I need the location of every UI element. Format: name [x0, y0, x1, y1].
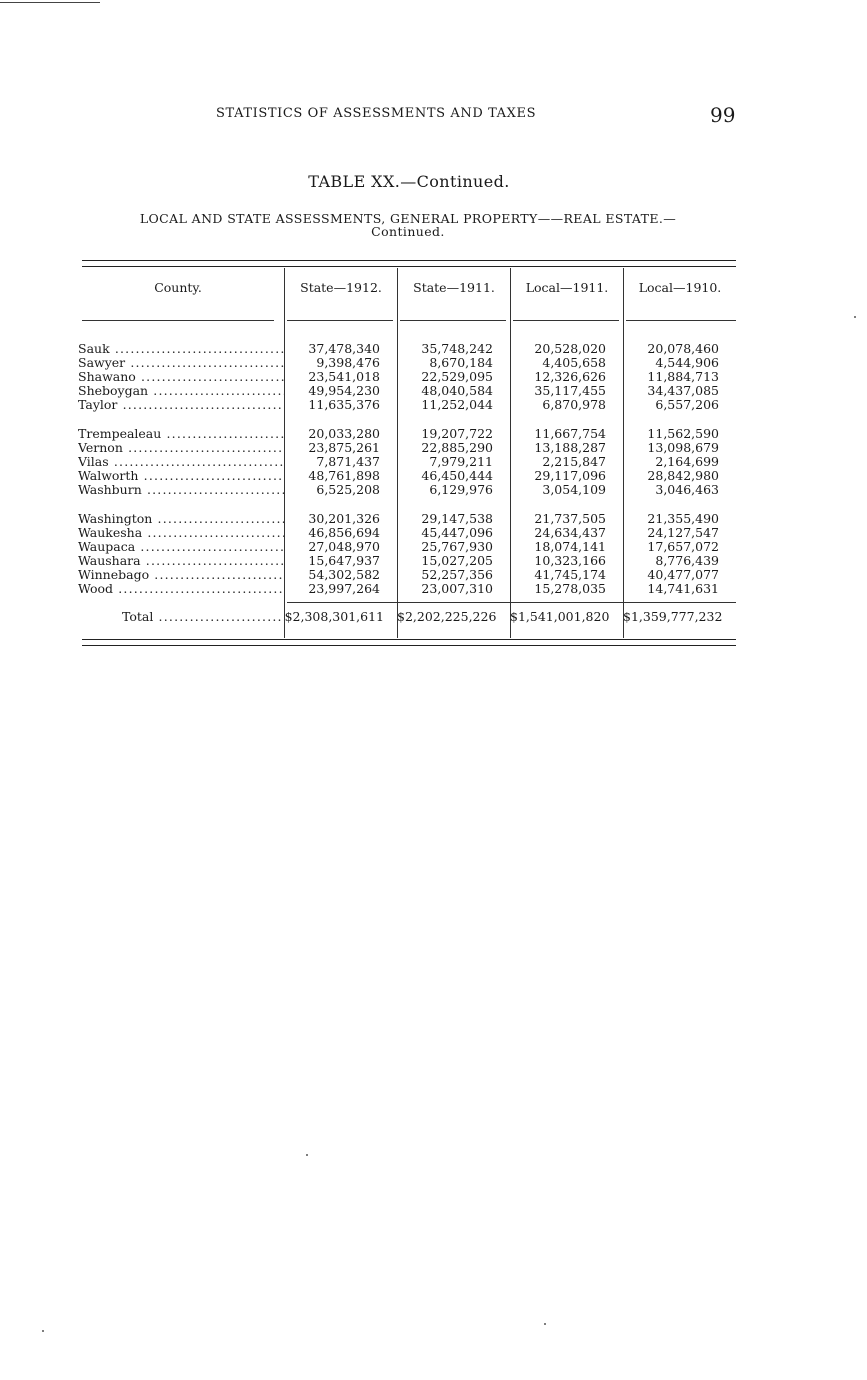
value-local-1911: 21,737,505 — [534, 511, 606, 526]
table-bottom-rule — [82, 639, 736, 646]
value-state-1911: 48,040,584 — [421, 383, 493, 398]
table-row — [78, 525, 736, 540]
value-local-1911: 13,188,287 — [534, 440, 606, 455]
value-state-1911: 15,027,205 — [421, 553, 493, 568]
total-label: Total ..... — [122, 610, 284, 624]
print-speck — [42, 1330, 44, 1332]
value-local-1910: 20,078,460 — [647, 341, 719, 356]
value-state-1911: 19,207,722 — [421, 426, 493, 441]
table-subtitle-line-2: Continued. — [371, 224, 445, 239]
value-local-1910: 4,544,906 — [655, 355, 719, 370]
value-local-1911: 12,326,626 — [534, 369, 606, 384]
value-state-1911: 45,447,096 — [421, 525, 493, 540]
value-state-1911: 8,670,184 — [429, 355, 493, 370]
table-row — [78, 567, 736, 582]
running-head — [0, 103, 867, 130]
county-name: Taylor ..... — [78, 398, 284, 412]
column-header-county: County. — [154, 280, 202, 295]
county-name: Waukesha ..... — [78, 526, 284, 540]
county-name: Vernon ..... — [78, 441, 284, 455]
value-local-1911: 35,117,455 — [534, 383, 606, 398]
column-header-local-1911: Local—1911. — [525, 280, 609, 295]
county-name: Wood ..... — [78, 582, 284, 596]
total-local-1910: $1,359,777,232 — [623, 609, 723, 624]
value-local-1911: 6,870,978 — [542, 397, 606, 412]
running-title: STATISTICS OF ASSESSMENTS AND TAXES — [216, 106, 537, 121]
value-local-1910: 17,657,072 — [647, 539, 719, 554]
value-state-1912: 23,997,264 — [308, 581, 380, 596]
table-row — [78, 341, 736, 356]
value-state-1912: 11,635,376 — [308, 397, 380, 412]
value-state-1912: 27,048,970 — [308, 539, 380, 554]
value-state-1912: 49,954,230 — [308, 383, 380, 398]
total-local-1911: $1,541,001,820 — [510, 609, 610, 624]
county-name: Trempealeau ..... — [78, 427, 284, 441]
table-row — [78, 511, 736, 526]
county-name: Sawyer ..... — [78, 356, 284, 370]
table-row — [78, 482, 736, 497]
value-state-1911: 6,129,976 — [429, 482, 493, 497]
county-name: Waushara ..... — [78, 554, 284, 568]
value-state-1912: 48,761,898 — [308, 468, 380, 483]
value-state-1912: 20,033,280 — [308, 426, 380, 441]
value-local-1910: 2,164,699 — [655, 454, 719, 469]
total-rule — [287, 602, 736, 603]
value-local-1911: 18,074,141 — [534, 539, 606, 554]
value-state-1911: 52,257,356 — [421, 567, 493, 582]
value-state-1911: 22,529,095 — [421, 369, 493, 384]
value-state-1911: 29,147,538 — [421, 511, 493, 526]
value-local-1910: 11,884,713 — [647, 369, 719, 384]
county-name: Washburn ..... — [78, 483, 284, 497]
county-name: Shawano ..... — [78, 370, 284, 384]
table-row — [78, 454, 736, 469]
value-state-1912: 23,541,018 — [308, 369, 380, 384]
county-name: Sheboygan ..... — [78, 384, 284, 398]
page-number: 99 — [710, 103, 736, 127]
total-row — [82, 610, 736, 624]
county-name: Sauk ..... — [78, 342, 284, 356]
value-local-1910: 14,741,631 — [647, 581, 719, 596]
value-state-1911: 35,748,242 — [421, 341, 493, 356]
value-state-1911: 22,885,290 — [421, 440, 493, 455]
value-local-1911: 24,634,437 — [534, 525, 606, 540]
county-name: Waupaca ..... — [78, 540, 284, 554]
column-header-state-1912: State—1912. — [300, 280, 382, 295]
print-speck — [306, 1154, 308, 1156]
county-name: Winnebago ..... — [78, 568, 284, 582]
value-local-1910: 21,355,490 — [647, 511, 719, 526]
header-rule — [82, 320, 274, 321]
value-state-1912: 46,856,694 — [308, 525, 380, 540]
value-state-1912: 9,398,476 — [316, 355, 380, 370]
total-state-1912: $2,308,301,611 — [284, 609, 384, 624]
county-name: Washington ..... — [78, 512, 284, 526]
value-state-1912: 6,525,208 — [316, 482, 380, 497]
value-state-1912: 30,201,326 — [308, 511, 380, 526]
header-rule — [513, 320, 619, 321]
value-local-1910: 40,477,077 — [647, 567, 719, 582]
column-header-local-1910: Local—1910. — [638, 280, 722, 295]
value-state-1912: 23,875,261 — [308, 440, 380, 455]
table-row — [78, 440, 736, 455]
value-state-1912: 54,302,582 — [308, 567, 380, 582]
header-rule — [626, 320, 736, 321]
table-top-rule — [82, 260, 736, 267]
value-local-1911: 41,745,174 — [534, 567, 606, 582]
corner-rule — [0, 2, 100, 3]
table-row — [78, 468, 736, 483]
value-local-1910: 24,127,547 — [647, 525, 719, 540]
value-state-1911: 25,767,930 — [421, 539, 493, 554]
value-local-1910: 6,557,206 — [655, 397, 719, 412]
value-local-1910: 11,562,590 — [647, 426, 719, 441]
value-local-1910: 3,046,463 — [655, 482, 719, 497]
value-state-1911: 46,450,444 — [421, 468, 493, 483]
county-name: Vilas ..... — [78, 455, 284, 469]
value-local-1910: 34,437,085 — [647, 383, 719, 398]
value-local-1911: 11,667,754 — [534, 426, 606, 441]
value-local-1911: 10,323,166 — [534, 553, 606, 568]
value-local-1911: 29,117,096 — [534, 468, 606, 483]
value-state-1912: 15,647,937 — [308, 553, 380, 568]
value-local-1911: 3,054,109 — [542, 482, 606, 497]
table-row — [78, 383, 736, 398]
table-row — [78, 355, 736, 370]
print-speck — [854, 316, 856, 318]
value-local-1911: 20,528,020 — [534, 341, 606, 356]
table-row — [78, 369, 736, 384]
table-row — [78, 539, 736, 554]
header-rule — [400, 320, 506, 321]
value-state-1912: 7,871,437 — [316, 454, 380, 469]
table-title: TABLE XX.—Continued. — [308, 172, 510, 191]
column-header-state-1911: State—1911. — [413, 280, 495, 295]
county-name: Walworth ..... — [78, 469, 284, 483]
table-subtitle — [78, 212, 738, 238]
value-local-1911: 2,215,847 — [542, 454, 606, 469]
assessment-table — [78, 260, 736, 650]
value-state-1911: 23,007,310 — [421, 581, 493, 596]
table-row — [78, 397, 736, 412]
value-state-1911: 7,979,211 — [429, 454, 493, 469]
value-local-1910: 13,098,679 — [647, 440, 719, 455]
table-subtitle-line-1: LOCAL AND STATE ASSESSMENTS, GENERAL PROPERTY——REAL ESTATE.— — [139, 211, 677, 226]
value-state-1912: 37,478,340 — [308, 341, 380, 356]
table-row — [78, 553, 736, 568]
value-local-1911: 4,405,658 — [542, 355, 606, 370]
header-rule — [287, 320, 393, 321]
total-state-1911: $2,202,225,226 — [397, 609, 497, 624]
value-local-1910: 8,776,439 — [655, 553, 719, 568]
value-local-1911: 15,278,035 — [534, 581, 606, 596]
value-state-1911: 11,252,044 — [421, 397, 493, 412]
print-speck — [544, 1323, 546, 1325]
value-local-1910: 28,842,980 — [647, 468, 719, 483]
table-row — [78, 426, 736, 441]
table-row — [78, 581, 736, 596]
